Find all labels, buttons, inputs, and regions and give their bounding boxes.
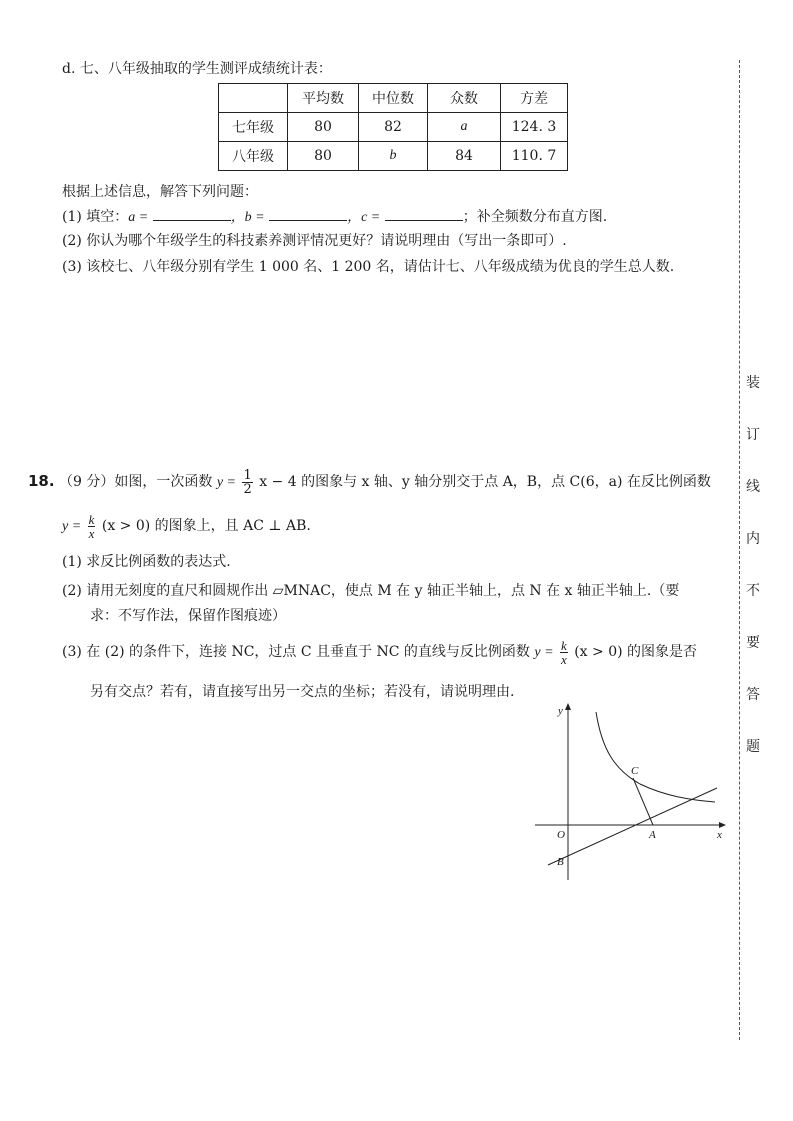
- blank-c: [385, 208, 463, 221]
- fraction-k-over-x: [88, 513, 96, 540]
- q18-line2-y: y =: [62, 519, 82, 534]
- q17-intro: 根据上述信息，解答下列问题：: [62, 184, 258, 200]
- table-cell: 124. 3: [501, 113, 568, 142]
- table-cell: 110. 7: [501, 142, 568, 171]
- rail-char: 题: [746, 739, 760, 755]
- table-cell: 80: [288, 113, 359, 142]
- table-intro: d. 七、八年级抽取的学生测评成绩统计表：: [62, 61, 332, 77]
- q17-part1-prefix: (1) 填空：: [62, 209, 129, 225]
- header-cell: 平均数: [288, 84, 359, 113]
- x-axis-arrow: [719, 822, 726, 828]
- hyperbola-curve: [596, 712, 715, 802]
- rail-char: 线: [746, 479, 760, 495]
- q18-line1: [28, 466, 711, 498]
- q18-part3-line1: [62, 637, 697, 668]
- header-cell: 众数: [428, 84, 501, 113]
- label-b: B: [557, 856, 564, 868]
- frac-den: x: [560, 651, 567, 667]
- label-y: y: [558, 705, 563, 717]
- q17-part3: (3) 该校七、八年级分别有学生 1 000 名、1 200 名，请估计七、八年级成绩为优良的学生总人数.: [62, 259, 675, 275]
- label-c: C: [631, 765, 639, 777]
- q18-part2-line1: (2) 请用无刻度的直尺和圆规作出 ▱MNAC，使点 M 在 y 轴正半轴上，点 N 在 x 轴正半轴上.（要: [62, 583, 680, 599]
- q18-part3-line2: 另有交点？若有，请直接写出另一交点的坐标；若没有，请说明理由.: [90, 684, 515, 700]
- table-row: [219, 113, 568, 142]
- q18-part3-y: y =: [534, 645, 554, 660]
- q18-part3-pre: (3) 在 (2) 的条件下，连接 NC，过点 C 且垂直于 NC 的直线与反比例函数: [62, 644, 530, 660]
- frac-den: 2: [243, 481, 252, 497]
- table-cell: b: [359, 142, 428, 171]
- table-header-row: [219, 84, 568, 113]
- q17-part2: (2) 你认为哪个年级学生的科技素养测评情况更好？请说明理由（写出一条即可）.: [62, 233, 567, 249]
- rail-char: 订: [746, 427, 760, 443]
- frac-num: 1: [243, 467, 252, 483]
- rail-char: 不: [746, 583, 760, 599]
- blank-a: [153, 208, 231, 221]
- table-cell: 82: [359, 113, 428, 142]
- y-axis-arrow: [565, 703, 571, 710]
- rail-char: 要: [746, 635, 760, 651]
- rail-char: 装: [746, 375, 760, 391]
- table-cell: 80: [288, 142, 359, 171]
- blank-b: [269, 208, 347, 221]
- q17-part1: [62, 206, 607, 226]
- table-cell: a: [428, 113, 501, 142]
- label-o: O: [557, 829, 565, 841]
- q18-line2-rest: (x > 0) 的图象上，且 AC ⊥ AB.: [101, 518, 311, 534]
- blank-b-label: ，b =: [230, 210, 265, 225]
- stats-table: [218, 83, 568, 171]
- table-cell: 八年级: [219, 142, 288, 171]
- q18-part1: (1) 求反比例函数的表达式.: [62, 554, 231, 570]
- header-cell: [219, 84, 288, 113]
- label-a: A: [649, 829, 656, 841]
- q18-y-eq: y =: [216, 475, 237, 490]
- blank-a-label: a =: [128, 210, 149, 225]
- q17-part1-suffix: ；补全频数分布直方图.: [462, 209, 608, 225]
- rail-char: 答: [746, 687, 760, 703]
- function-figure: [530, 700, 730, 885]
- label-x: x: [717, 829, 722, 841]
- header-cell: 方差: [501, 84, 568, 113]
- q18-line2: [62, 511, 311, 542]
- q18-points: （9 分）如图，一次函数: [59, 474, 213, 490]
- fraction-k-over-x: [560, 639, 568, 666]
- header-cell: 中位数: [359, 84, 428, 113]
- binding-line: [739, 60, 740, 1040]
- frac-num: k: [560, 637, 567, 653]
- q18-part2-line2: 求：不写作法，保留作图痕迹）: [90, 608, 286, 624]
- frac-num: k: [88, 511, 95, 527]
- frac-den: x: [88, 525, 95, 541]
- table-cell: 84: [428, 142, 501, 171]
- table-cell: 七年级: [219, 113, 288, 142]
- fraction-one-half: [242, 469, 252, 496]
- q18-after-frac: x − 4 的图象与 x 轴、y 轴分别交于点 A，B，点 C(6，a) 在反比例函数: [259, 474, 711, 490]
- blank-c-label: ，c =: [347, 210, 381, 225]
- q18-part3-post: (x > 0) 的图象是否: [574, 644, 698, 660]
- table-row: [219, 142, 568, 171]
- q18-number: 18.: [28, 472, 55, 490]
- rail-char: 内: [746, 531, 760, 547]
